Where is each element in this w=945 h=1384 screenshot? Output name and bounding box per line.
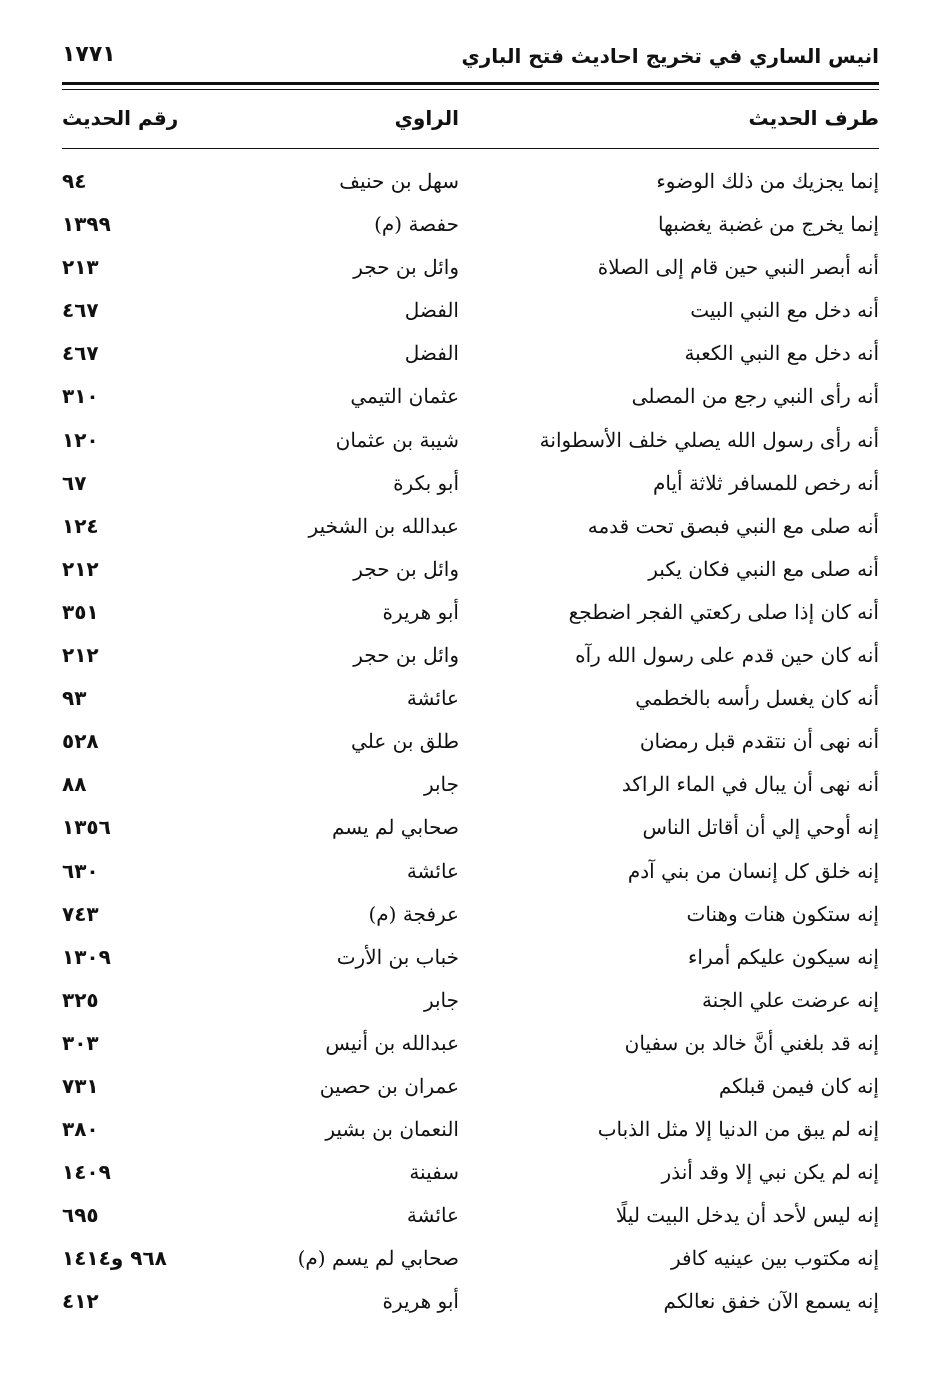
hadith-number: ٤٦٧ bbox=[62, 298, 99, 323]
hadith-text: أنه كان حين قدم على رسول الله رآه bbox=[575, 643, 879, 668]
hadith-number: ٧٤٣ bbox=[62, 901, 99, 926]
hadith-number: ٢١٢ bbox=[62, 556, 99, 581]
narrator-name: وائل بن حجر bbox=[353, 556, 459, 581]
table-row bbox=[62, 1151, 879, 1194]
hadith-text: إنه لم يبق من الدنيا إلا مثل الذباب bbox=[597, 1117, 879, 1142]
hadith-number: ٣٥١ bbox=[62, 599, 99, 624]
hadith-text: إنه كان فيمن قبلكم bbox=[718, 1073, 879, 1098]
narrator-name: أبو هريرة bbox=[382, 599, 459, 624]
narrator-name: الفضل bbox=[404, 298, 459, 323]
hadith-number: ٥٢٨ bbox=[62, 729, 99, 754]
narrator-name: عثمان التيمي bbox=[350, 384, 459, 409]
table-row bbox=[62, 979, 879, 1022]
table-row bbox=[62, 1108, 879, 1151]
column-header-number: رقم الحديث bbox=[62, 106, 179, 130]
narrator-name: سفينة bbox=[409, 1160, 459, 1185]
hadith-text: إنه ليس لأحد أن يدخل البيت ليلًا bbox=[615, 1203, 879, 1228]
table-row bbox=[62, 677, 879, 720]
hadith-text: إنما يجزيك من ذلك الوضوء bbox=[656, 169, 879, 193]
table-row bbox=[62, 763, 879, 806]
table-row bbox=[62, 419, 879, 462]
header-rule-thick bbox=[62, 82, 879, 85]
column-header-hadith: طرف الحديث bbox=[748, 106, 879, 130]
hadith-text: إنه يسمع الآن خفق نعالكم bbox=[663, 1289, 879, 1314]
table-row bbox=[62, 634, 879, 677]
hadith-number: ١٣٠٩ bbox=[62, 944, 111, 969]
narrator-name: وائل بن حجر bbox=[353, 643, 459, 668]
hadith-number: ٣٠٣ bbox=[62, 1030, 99, 1055]
hadith-number: ١٣٩٩ bbox=[62, 212, 111, 237]
narrator-name: النعمان بن بشير bbox=[325, 1117, 459, 1142]
hadith-number: ٦٩٥ bbox=[62, 1203, 99, 1228]
hadith-number: ٨٨ bbox=[62, 772, 87, 797]
table-row bbox=[62, 1022, 879, 1065]
hadith-text: أنه كان إذا صلى ركعتي الفجر اضطجع bbox=[568, 599, 879, 624]
hadith-text: أنه رخص للمسافر ثلاثة أيام bbox=[653, 470, 879, 495]
hadith-text: إنه أوحي إلي أن أقاتل الناس bbox=[642, 815, 879, 840]
narrator-name: عائشة bbox=[406, 686, 459, 711]
hadith-text: أنه نهى أن نتقدم قبل رمضان bbox=[639, 729, 879, 754]
narrator-name: عبدالله بن أنيس bbox=[325, 1030, 459, 1055]
hadith-number: ٤٦٧ bbox=[62, 341, 99, 366]
narrator-name: الفضل bbox=[404, 341, 459, 366]
narrator-name: عرفجة (م) bbox=[368, 901, 459, 926]
hadith-text: أنه دخل مع النبي البيت bbox=[690, 298, 879, 323]
hadith-text: إنما يخرج من غضبة يغضبها bbox=[657, 212, 879, 237]
table-row bbox=[62, 850, 879, 893]
hadith-text: إنه خلق كل إنسان من بني آدم bbox=[627, 858, 879, 883]
table-row bbox=[62, 548, 879, 591]
narrator-name: عائشة bbox=[406, 858, 459, 883]
narrator-name: جابر bbox=[423, 987, 459, 1012]
hadith-number: ١٤٠٩ bbox=[62, 1160, 111, 1185]
hadith-number: ٤١٢ bbox=[62, 1289, 99, 1314]
hadith-number: ١٢٠ bbox=[62, 427, 99, 452]
hadith-number: ٧٣١ bbox=[62, 1073, 99, 1098]
narrator-name: جابر bbox=[423, 772, 459, 797]
table-row bbox=[62, 1237, 879, 1280]
table-body bbox=[62, 160, 879, 1324]
hadith-text: أنه صلى مع النبي فبصق تحت قدمه bbox=[587, 513, 879, 538]
table-header-rule bbox=[62, 148, 879, 149]
book-title: انيس الساري في تخريج احاديث فتح الباري bbox=[461, 44, 879, 68]
table-row bbox=[62, 1065, 879, 1108]
hadith-text: أنه رأى رسول الله يصلي خلف الأسطوانة bbox=[539, 427, 879, 452]
table-row bbox=[62, 936, 879, 979]
table-row bbox=[62, 462, 879, 505]
running-head bbox=[62, 40, 879, 80]
column-header-narrator: الراوي bbox=[394, 106, 459, 130]
table-row bbox=[62, 591, 879, 634]
table-row bbox=[62, 160, 879, 203]
narrator-name: عائشة bbox=[406, 1203, 459, 1228]
table-row bbox=[62, 289, 879, 332]
narrator-name: صحابي لم يسم bbox=[331, 815, 459, 840]
hadith-number: ٢١٣ bbox=[62, 255, 99, 280]
hadith-text: إنه عرضت علي الجنة bbox=[701, 987, 879, 1012]
hadith-number: ٩٤ bbox=[62, 169, 87, 193]
hadith-number: ١٢٤ bbox=[62, 513, 99, 538]
hadith-number: ٦٣٠ bbox=[62, 858, 99, 883]
narrator-name: شيبة بن عثمان bbox=[335, 427, 459, 452]
table-row bbox=[62, 720, 879, 763]
table-row bbox=[62, 893, 879, 936]
hadith-number: ١٣٥٦ bbox=[62, 815, 111, 840]
narrator-name: طلق بن علي bbox=[351, 729, 459, 754]
table-row bbox=[62, 505, 879, 548]
narrator-name: سهل بن حنيف bbox=[339, 169, 459, 193]
hadith-text: أنه أبصر النبي حين قام إلى الصلاة bbox=[597, 255, 879, 280]
hadith-text: إنه مكتوب بين عينيه كافر bbox=[670, 1246, 879, 1271]
hadith-text: إنه ستكون هنات وهنات bbox=[686, 901, 879, 926]
hadith-text: إنه سيكون عليكم أمراء bbox=[688, 944, 879, 969]
hadith-number: ٦٧ bbox=[62, 470, 87, 495]
hadith-number: ٣٢٥ bbox=[62, 987, 99, 1012]
hadith-text: أنه نهى أن يبال في الماء الراكد bbox=[621, 772, 879, 797]
table-row bbox=[62, 1194, 879, 1237]
hadith-number: ٢١٢ bbox=[62, 643, 99, 668]
hadith-text: أنه كان يغسل رأسه بالخطمي bbox=[635, 686, 879, 711]
hadith-number: ٣١٠ bbox=[62, 384, 99, 409]
narrator-name: صحابي لم يسم (م) bbox=[297, 1246, 459, 1271]
page-number: ١٧٧١ bbox=[62, 42, 116, 67]
table-row bbox=[62, 375, 879, 418]
table-row bbox=[62, 806, 879, 849]
hadith-text: أنه دخل مع النبي الكعبة bbox=[684, 341, 879, 366]
narrator-name: حفصة (م) bbox=[374, 212, 459, 237]
table-row bbox=[62, 332, 879, 375]
table-row bbox=[62, 203, 879, 246]
narrator-name: عمران بن حصين bbox=[319, 1073, 459, 1098]
narrator-name: عبدالله بن الشخير bbox=[308, 513, 459, 538]
hadith-text: أنه صلى مع النبي فكان يكبر bbox=[648, 556, 879, 581]
hadith-number: ٣٨٠ bbox=[62, 1117, 99, 1142]
hadith-number: ٩٣ bbox=[62, 686, 87, 711]
header-rule-thin bbox=[62, 89, 879, 90]
hadith-text: إنه لم يكن نبي إلا وقد أنذر bbox=[661, 1160, 879, 1185]
table-row bbox=[62, 246, 879, 289]
hadith-number: ٩٦٨ و١٤١٤ bbox=[62, 1246, 167, 1271]
narrator-name: خباب بن الأرت bbox=[336, 944, 459, 969]
hadith-text: إنه قد بلغني أنَّ خالد بن سفيان bbox=[624, 1030, 879, 1055]
table-row bbox=[62, 1280, 879, 1323]
narrator-name: أبو هريرة bbox=[382, 1289, 459, 1314]
narrator-name: وائل بن حجر bbox=[353, 255, 459, 280]
hadith-text: أنه رأى النبي رجع من المصلى bbox=[631, 384, 879, 409]
narrator-name: أبو بكرة bbox=[393, 470, 459, 495]
